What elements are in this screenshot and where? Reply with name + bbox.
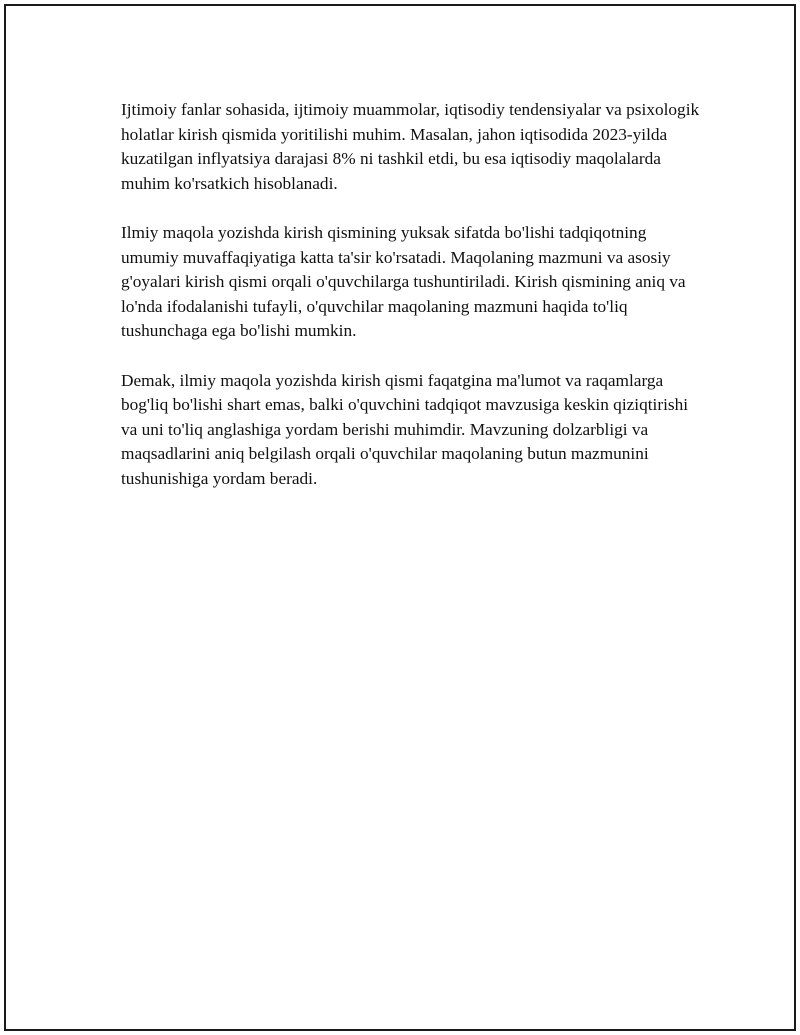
document-body [121, 98, 701, 516]
paragraph-1: Ijtimoiy fanlar sohasida, ijtimoiy muammolar, iqtisodiy tendensiyalar va psixologik holatlar kirish qismida yoritilishi muhim. Masalan, jahon iqtisodida 2023-yilda kuzatilgan inflyatsiya darajasi 8% ni tashkil etdi, bu esa iqtisodiy maqolalarda muhim ko'rsatkich hisoblanadi. [121, 100, 700, 193]
paragraph-2: Ilmiy maqola yozishda kirish qismining yuksak sifatda bo'lishi tadqiqotning umumiy muvaffaqiyatiga katta ta'sir ko'rsatadi. Maqolaning mazmuni va asosiy g'oyalari kirish qismi orqali o'quvchilarga tushuntiriladi. Kirish qismining aniq va lo'nda ifodalanishi tufayli, o'quvchilar maqolaning mazmuni haqida to'liq tushunchaga ega bo'lishi mumkin. [121, 222, 686, 341]
page-frame [4, 4, 796, 1031]
paragraph-3: Demak, ilmiy maqola yozishda kirish qismi faqatgina ma'lumot va raqamlarga bog'liq bo'lishi shart emas, balki o'quvchini tadqiqot mavzusiga keskin qiziqtirishi va uni to'liq anglashiga yordam berishi muhimdir. Mavzuning dolzarbligi va maqsadlarini aniq belgilash orqali o'quvchilar maqolaning butun mazmunini tushunishiga yordam beradi. [121, 370, 689, 488]
